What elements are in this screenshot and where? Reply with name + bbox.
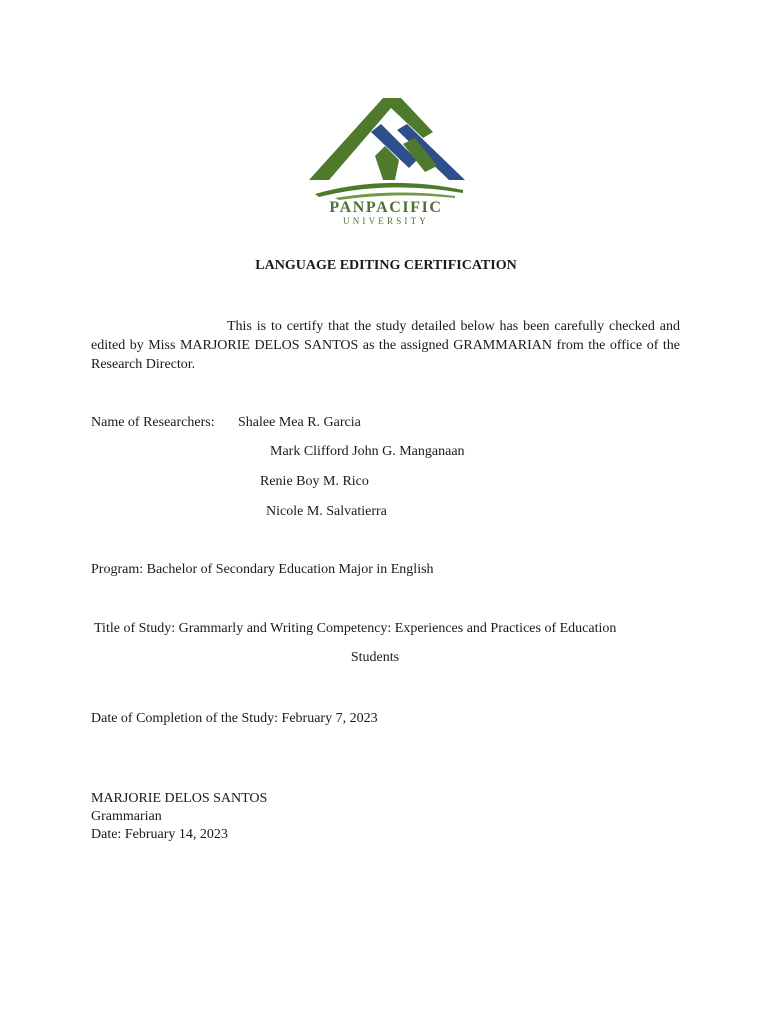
researcher-name: Renie Boy M. Rico: [260, 474, 369, 489]
signature-date: Date: February 14, 2023: [91, 827, 228, 842]
signatory-role: Grammarian: [91, 809, 162, 824]
researcher-name: Shalee Mea R. Garcia: [238, 415, 361, 430]
mountain-logo-icon: [305, 94, 467, 200]
certification-statement: This is to certify that the study detailed below has been carefully checked and edited by Miss MARJORIE DELOS SANTOS as the assigned GRAMMARIAN from the office of the Research Director.: [91, 319, 680, 372]
researchers-label: Name of Researchers:: [91, 415, 215, 430]
researcher-name: Nicole M. Salvatierra: [266, 504, 387, 519]
document-title: LANGUAGE EDITING CERTIFICATION: [255, 258, 517, 273]
signature-block: [91, 790, 267, 844]
program-line: Program: Bachelor of Secondary Education Major in English: [91, 562, 434, 577]
study-title-line: Title of Study: Grammarly and Writing Competency: Experiences and Practices of Education: [94, 621, 617, 636]
logo-name: PANPACIFIC: [329, 199, 443, 216]
completion-date: Date of Completion of the Study: February 7, 2023: [91, 711, 378, 726]
researcher-name: Mark Clifford John G. Manganaan: [270, 444, 465, 459]
study-title-continuation: Students: [350, 650, 400, 665]
signatory-name: MARJORIE DELOS SANTOS: [91, 791, 268, 806]
logo-subname: UNIVERSITY: [343, 216, 429, 226]
university-logo: [305, 94, 467, 234]
